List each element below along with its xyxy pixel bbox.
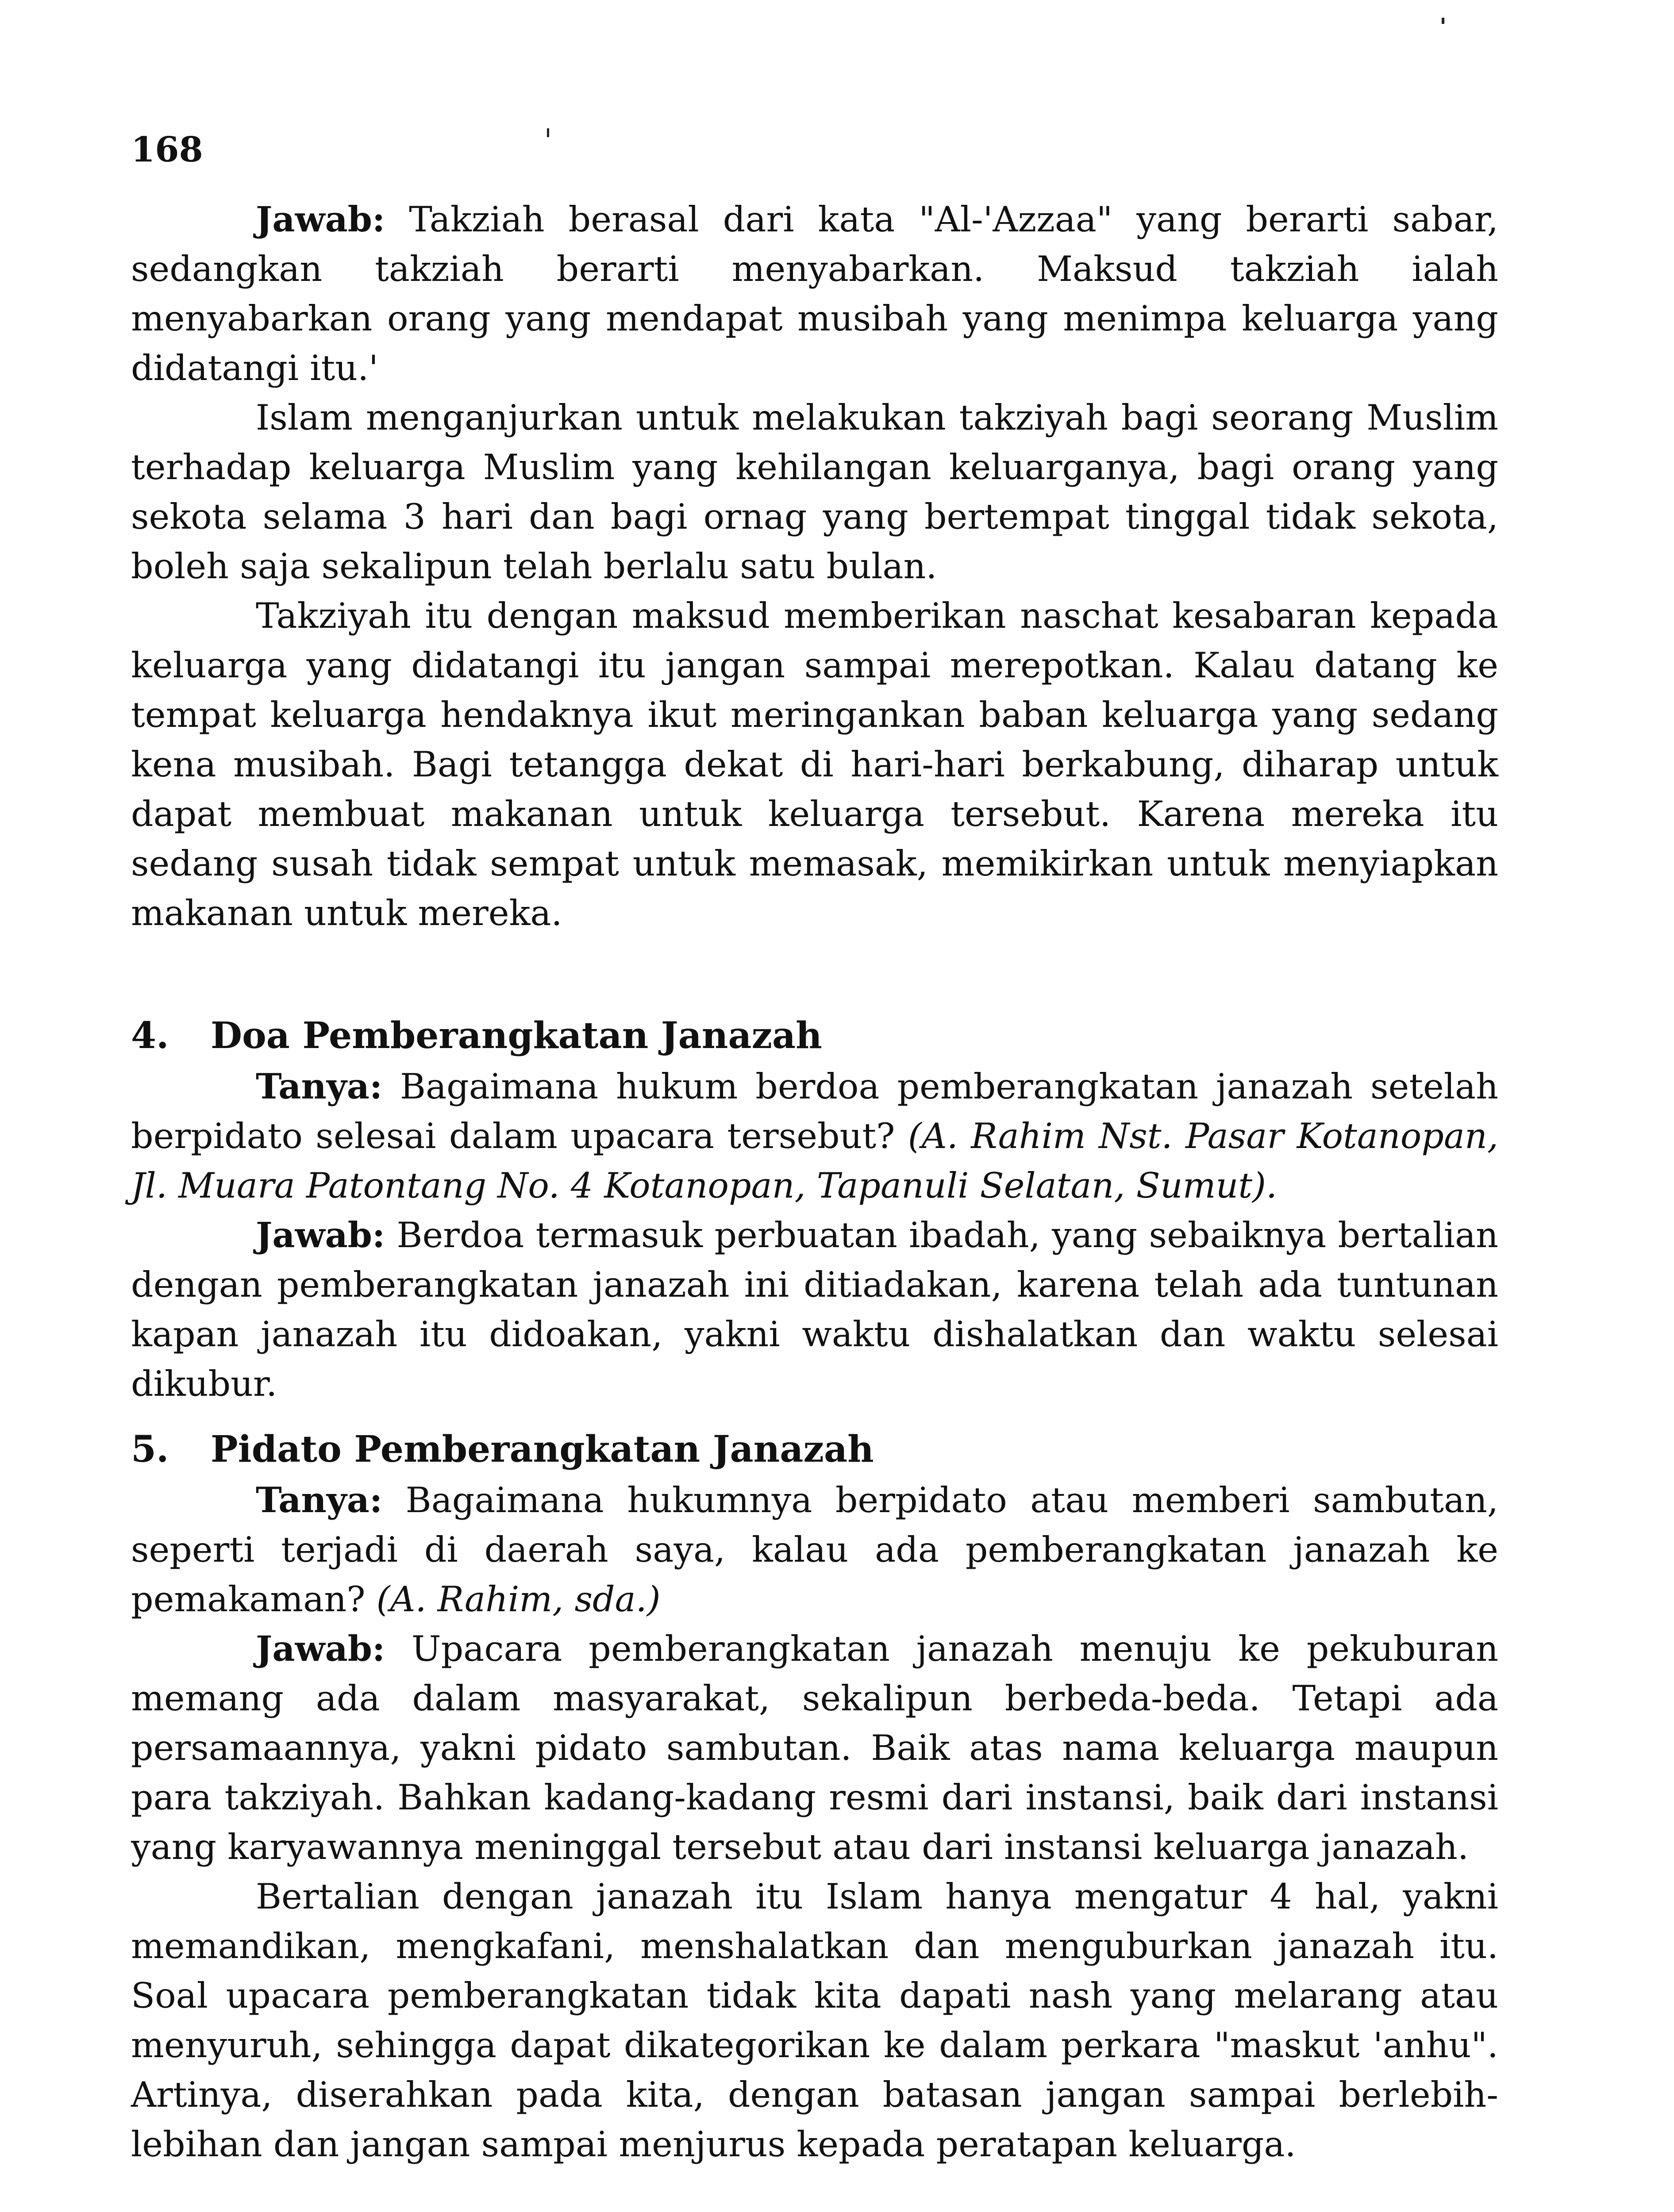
tanya-paragraph bbox=[131, 1062, 1498, 1210]
tanya-text: Bagaimana hukum berdoa pemberangkatan janazah setelah berpidato selesai dalam upacara tersebut? bbox=[131, 1066, 1498, 1156]
intro-text bbox=[131, 195, 1498, 938]
tanya-label: Tanya: bbox=[256, 1066, 383, 1107]
page-number: 168 bbox=[131, 130, 203, 170]
paragraph: Takziyah itu dengan maksud memberikan naschat kesabaran kepada keluarga yang didatangi itu jangan sampai merepotkan. Kalau datang ke tempat keluarga hendaknya ikut meringankan baban keluarga yang sedang kena musibah. Bagi tetangga dekat di hari-hari berkabung, diharap untuk dapat membuat makanan untuk keluarga tersebut. Karena mereka itu sedang susah tidak sempat untuk memasak, memikirkan untuk menyiapkan makanan untuk mereka. bbox=[131, 595, 1498, 933]
section-number: 4. bbox=[131, 1014, 169, 1057]
jawab-paragraph bbox=[131, 1210, 1498, 1409]
tanya-text: Bagaimana hukumnya berpidato atau memberi sambutan, seperti terjadi di daerah saya, kalau ada pemberangkatan janazah ke pemakaman? bbox=[131, 1480, 1498, 1620]
citation: (A. Rahim Nst. Pasar Kotanopan, Jl. Muara Patontang No. 4 Kotanopan, Tapanuli Selatan, Sumut). bbox=[131, 1116, 1498, 1206]
tanya-label: Tanya: bbox=[256, 1479, 383, 1521]
section-heading bbox=[131, 1014, 1498, 1057]
section-number: 5. bbox=[131, 1428, 169, 1471]
paragraph: Islam menganjurkan untuk melakukan takziyah bagi seorang Muslim terhadap keluarga Muslim yang kehilangan keluarganya, bagi orang yang sekota selama 3 hari dan bagi ornag yang bertempat tinggal tidak sekota, boleh saja sekalipun telah berlalu satu bulan. bbox=[131, 397, 1498, 587]
section-heading bbox=[131, 1428, 1498, 1471]
jawab-label: Jawab: bbox=[256, 1214, 385, 1256]
section-5-text bbox=[131, 1475, 1498, 2169]
section-title: Pidato Pemberangkatan Janazah bbox=[211, 1428, 874, 1471]
scan-mark bbox=[547, 128, 549, 137]
jawab-label: Jawab: bbox=[256, 1628, 385, 1669]
paragraph: Bertalian dengan janazah itu Islam hanya mengatur 4 hal, yakni memandikan, mengkafani, menshalatkan dan menguburkan janazah itu. Soal upacara pemberangkatan tidak kita dapati nash yang melarang atau menyuruh, sehingga dapat dikategorikan ke dalam perkara "maskut 'anhu". Artinya, diserahkan pada kita, dengan batasan jangan sampai berlebih-lebihan dan jangan sampai menjurus kepada peratapan keluarga. bbox=[131, 1876, 1498, 2165]
tanya-paragraph bbox=[131, 1475, 1498, 1624]
jawab-paragraph bbox=[131, 1624, 1498, 1872]
jawab-text: Berdoa termasuk perbuatan ibadah, yang sebaiknya bertalian dengan pemberangkatan janazah ini ditiadakan, karena telah ada tuntunan kapan janazah itu didoakan, yakni waktu dishalatkan dan waktu selesai dikubur. bbox=[131, 1215, 1498, 1404]
section-4-text bbox=[131, 1062, 1498, 1409]
jawab-text: Upacara pemberangkatan janazah menuju ke pekuburan memang ada dalam masyarakat, sekalipun berbeda-beda. Tetapi ada persamaannya, yakni pidato sambutan. Baik atas nama keluarga maupun para takziyah. Bahkan kadang-kadang resmi dari instansi, baik dari instansi yang karyawannya meninggal tersebut atau dari instansi keluarga janazah. bbox=[131, 1628, 1498, 1867]
section-title: Doa Pemberangkatan Janazah bbox=[211, 1014, 822, 1057]
jawab-label: Jawab: bbox=[256, 199, 385, 240]
jawab-paragraph bbox=[131, 195, 1498, 393]
scan-mark bbox=[1442, 18, 1444, 24]
citation: (A. Rahim, sda.) bbox=[376, 1579, 661, 1620]
jawab-text: Takziah berasal dari kata "Al-'Azzaa" yang berarti sabar, sedangkan takziah berarti menyabarkan. Maksud takziah ialah menyabarkan orang yang mendapat musibah yang menimpa keluarga yang didatangi itu.' bbox=[131, 199, 1498, 388]
